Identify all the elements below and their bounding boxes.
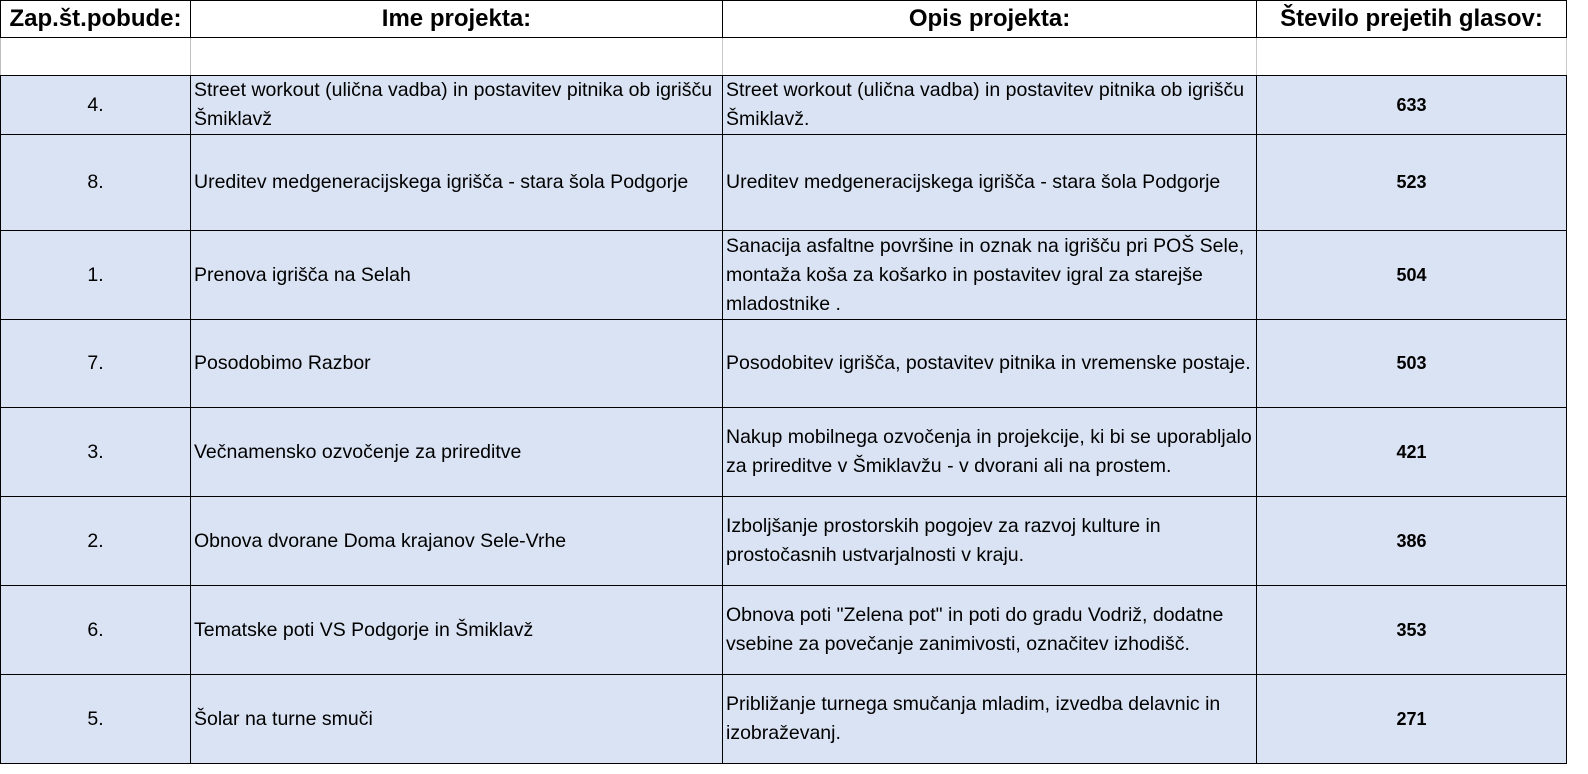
cell-votes[interactable]: 353: [1257, 586, 1567, 675]
cell-number[interactable]: 3.: [1, 408, 191, 497]
cell-name[interactable]: Street workout (ulična vadba) in postavitev pitnika ob igrišču Šmiklavž: [191, 76, 723, 135]
cell-name[interactable]: Večnamensko ozvočenje za prireditve: [191, 408, 723, 497]
cell-number[interactable]: 6.: [1, 586, 191, 675]
cell-votes[interactable]: 271: [1257, 675, 1567, 764]
cell-name[interactable]: Šolar na turne smuči: [191, 675, 723, 764]
empty-row: [1, 38, 1567, 76]
cell-name[interactable]: Ureditev medgeneracijskega igrišča - stara šola Podgorje: [191, 135, 723, 231]
header-number[interactable]: Zap.št.pobude:: [1, 1, 191, 38]
header-description[interactable]: Opis projekta:: [723, 1, 1257, 38]
cell-description[interactable]: Približanje turnega smučanja mladim, izvedba delavnic in izobraževanj.: [723, 675, 1257, 764]
table-row: [1, 231, 1567, 320]
cell-number[interactable]: 1.: [1, 231, 191, 320]
cell-name[interactable]: Tematske poti VS Podgorje in Šmiklavž: [191, 586, 723, 675]
cell-votes[interactable]: 504: [1257, 231, 1567, 320]
cell-description[interactable]: Posodobitev igrišča, postavitev pitnika in vremenske postaje.: [723, 320, 1257, 408]
cell-description[interactable]: Street workout (ulična vadba) in postavitev pitnika ob igrišču Šmiklavž.: [723, 76, 1257, 135]
cell-number[interactable]: 5.: [1, 675, 191, 764]
cell-votes[interactable]: 503: [1257, 320, 1567, 408]
cell-description[interactable]: Nakup mobilnega ozvočenja in projekcije, ki bi se uporabljalo za prireditve v Šmiklavžu - v dvorani ali na prostem.: [723, 408, 1257, 497]
cell-name[interactable]: Prenova igrišča na Selah: [191, 231, 723, 320]
header-votes[interactable]: Število prejetih glasov:: [1257, 1, 1567, 38]
cell-number[interactable]: 2.: [1, 497, 191, 586]
cell-description[interactable]: Izboljšanje prostorskih pogojev za razvoj kulture in prostočasnih ustvarjalnosti v kraju.: [723, 497, 1257, 586]
table-row: [1, 135, 1567, 231]
cell-description[interactable]: Obnova poti "Zelena pot" in poti do gradu Vodriž, dodatne vsebine za povečanje zanimivosti, označitev izhodišč.: [723, 586, 1257, 675]
cell-votes[interactable]: 421: [1257, 408, 1567, 497]
empty-cell[interactable]: [723, 38, 1257, 76]
cell-description[interactable]: Sanacija asfaltne površine in oznak na igrišču pri POŠ Sele, montaža koša za košarko in postavitev igral za starejše mladostnike .: [723, 231, 1257, 320]
table-row: [1, 76, 1567, 135]
empty-cell[interactable]: [1, 38, 191, 76]
header-row: [1, 1, 1567, 38]
table-row: [1, 497, 1567, 586]
cell-name[interactable]: Obnova dvorane Doma krajanov Sele-Vrhe: [191, 497, 723, 586]
empty-cell[interactable]: [1257, 38, 1567, 76]
table-row: [1, 320, 1567, 408]
table-row: [1, 586, 1567, 675]
cell-votes[interactable]: 386: [1257, 497, 1567, 586]
table-row: [1, 408, 1567, 497]
empty-cell[interactable]: [191, 38, 723, 76]
cell-description[interactable]: Ureditev medgeneracijskega igrišča - stara šola Podgorje: [723, 135, 1257, 231]
table-row: [1, 675, 1567, 764]
cell-name[interactable]: Posodobimo Razbor: [191, 320, 723, 408]
cell-votes[interactable]: 523: [1257, 135, 1567, 231]
cell-votes[interactable]: 633: [1257, 76, 1567, 135]
header-name[interactable]: Ime projekta:: [191, 1, 723, 38]
cell-number[interactable]: 8.: [1, 135, 191, 231]
cell-number[interactable]: 4.: [1, 76, 191, 135]
cell-number[interactable]: 7.: [1, 320, 191, 408]
